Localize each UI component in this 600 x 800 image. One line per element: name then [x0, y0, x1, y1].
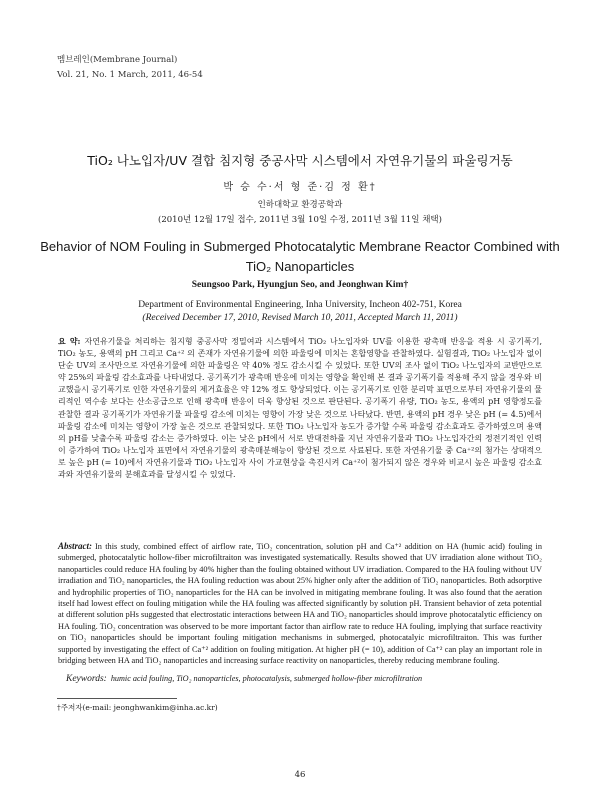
keywords-label: Keywords:: [66, 674, 107, 684]
footnote-rule: [57, 698, 177, 699]
english-affiliation: Department of Environmental Engineering, Inha University, Incheon 402-751, Korea: [138, 300, 462, 310]
english-title: Behavior of NOM Fouling in Submerged Photocatalytic Membrane Reactor Combined with TiO₂ Nanoparticles: [40, 239, 560, 274]
korean-affiliation: 인하대학교 환경공학과: [257, 200, 343, 210]
korean-abstract-text: 자연유기물을 처리하는 침지형 중공사막 정밀여과 시스템에서 TiO₂ 나노입자와 UV를 이용한 광촉매 반응을 적용 시 공기폭기, TiO₂ 농도, 용액의 pH 그리고 Ca⁺² 의 존재가 자연유기물에 의한 파울링에 미치는 혼합영향을 관찰하였다. 실험결과, TiO₂ 나노입자 없이 단순 UV의 조사만으로 자연유기물에 의한 파울링은 약 40% 정도 감소시킬 수 있었다. 또한 UV의 조사 없이 TiO₂ 나노입자의 교반만으로 약 25%의 파울링 감소효과를 나타내었다. 공기폭기가 광촉매 반응에 미치는 영향을 확인해 본 결과 공기폭기를 적용해 주지 않을 경우와 비교했을시 공기폭기로 인한 자연유기물의 제거효율은 약 12% 정도 향상되었다. 이는 공기폭기로 인한 분리막 표면으로부터 자연유기물의 물리적인 역수송 보다는 산소공급으로 인해 광촉매 반응이 더욱 향상된 것으로 판단된다. 공기폭기 유량, TiO₂ 농도, 용액의 pH 영향정도를 관찰한 결과 공기폭기가 자연유기물 파울링 감소에 미치는 영향이 가장 낮은 것으로 나타났다. 반면, 용액의 pH 경우 낮은 pH (= 4.5)에서 파울링 감소에 미치는 영향이 가장 높은 것으로 관찰되었다. 또한 TiO₂ 나노입자 농도가 증가할 수록 파울링 감소효과도 증가하였으며 용액의 pH를 낮출수록 파울링 감소는 증가하였다. 이는 낮은 pH에서 서로 반대전하를 지닌 자연유기물과 TiO₂ 나노입자간의 정전기적인 인력이 증가하여 TiO₂ 나노입자 표면에서 자연유기물의 광촉매분해능이 향상된 것으로 사료된다. 또한 자연유기물 중 Ca⁺²의 첨가는 상대적으로 높은 pH (= 10)에서 자연유기물과 TiO₂ 나노입자 사이 가교현상을 촉진시켜 Ca⁺²이 첨가되지 않은 경우와 비교시 높은 파울링 감소효과와 자연유기물의 분해효과를 달성시킬 수 있었다.: [58, 337, 542, 480]
korean-abstract-label: 요 약:: [58, 336, 81, 346]
korean-authors: 박 승 수·서 형 준·김 정 환†: [223, 182, 377, 193]
korean-abstract: [58, 335, 542, 481]
journal-name: 멤브레인(Membrane Journal): [57, 55, 178, 65]
english-dates: (Received December 17, 2010, Revised March 10, 2011, Accepted March 11, 2011): [142, 313, 458, 323]
keywords-text: humic acid fouling, TiO₂ nanoparticles, photocatalysis, submerged hollow-fiber microfiltration: [110, 674, 423, 683]
keywords: [66, 674, 546, 684]
korean-dates: (2010년 12월 17일 접수, 2011년 3월 10일 수정, 2011년 3월 11일 채택): [158, 215, 442, 225]
korean-title: TiO₂ 나노입자/UV 결합 침지형 중공사막 시스템에서 자연유기물의 파울링거동: [87, 153, 513, 168]
page-number: 46: [294, 770, 306, 780]
footnote: †주저자(e-mail: jeonghwankim@inha.ac.kr): [57, 703, 218, 712]
english-abstract-text: In this study, combined effect of airflow rate, TiO₂ concentration, solution pH and Ca⁺² addition on HA (humic acid) fouling in submerged, photocatalytic hollow-fiber microfiltraiton was investigated systematically. Results showed that UV irradiation alone without TiO₂ nanoparticles could reduce HA fouling by 40% higher than the fouling obtained without UV irradiation. Compared to the HA fouling without UV irradiation and TiO₂ nanoparticles, the HA fouling reduction was about 25% higher only after the addition of TiO₂ nanoparticles. Both adsorptive and hydrophilic properties of TiO₂ nanoparticles for the HA can be involved in mitigating membrane fouling. It was also found that the aeration itself had lowest effect on fouling mitigation while the HA fouling was affected significantly by solution pH. Transient behavior of zeta potential at different solution pHs suggested that electrostatic interactions between HA and TiO₂ nanoparticles should improve photocatalytic efficiency on HA fouling. TiO₂ concentration was observed to be more important factor than airflow rate to reduce HA fouling, implying that surface reactivity on TiO₂ nanoparticles should be important fouling mitigation mechanisms in submerged, photocatalyic microfiltraiton. This was further supported by investigating the effect of Ca⁺² addition on fouling mitigation. At higher pH (= 10), addition of Ca⁺² can play an important role in bridging between HA and TiO₂ nanoparticles and increasing surface reactivity on nanoparticles, thereby reducing membrane fouling.: [58, 542, 542, 666]
english-authors: Seungsoo Park, Hyungjun Seo, and Jeonghwan Kim†: [191, 280, 409, 290]
english-abstract-label: Abstract:: [58, 541, 93, 551]
english-abstract: [58, 541, 542, 666]
journal-issue: Vol. 21, No. 1 March, 2011, 46-54: [57, 70, 203, 80]
